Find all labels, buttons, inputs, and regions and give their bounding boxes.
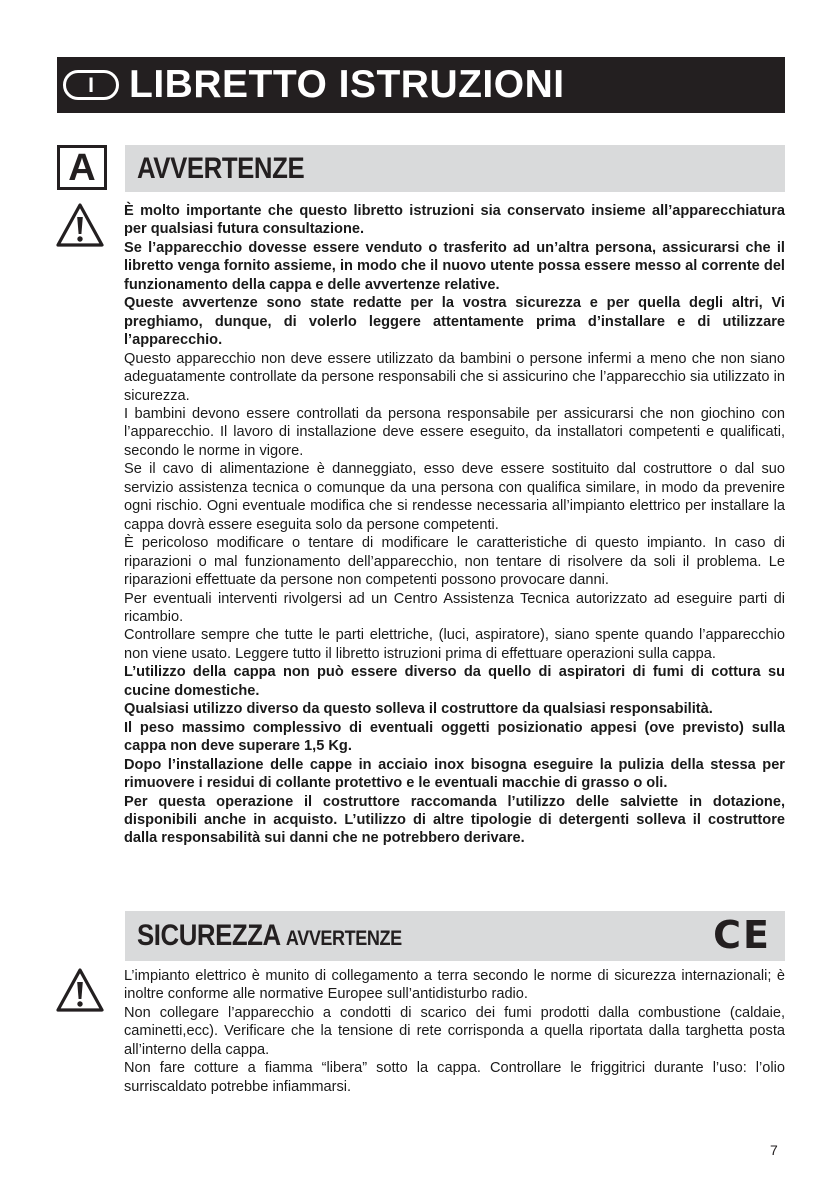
language-badge: I <box>63 70 119 100</box>
paragraph: L’impianto elettrico è munito di collegamento a terra secondo le norme di sicurezza internazionali; è inoltre conforme alle normative Europee sull’antidisturbo radio. <box>124 968 785 1003</box>
paragraph: Il peso massimo complessivo di eventuali oggetti posizionatio appesi (ove previsto) sulla cappa non deve superare 1,5 Kg. <box>124 719 785 755</box>
paragraph: Se il cavo di alimentazione è danneggiato, esso deve essere sostituito dal costruttore o dal suo servizio assistenza tecnica o comunque da una persona con qualifica similare, in modo da prevenire ogni rischio. Ogni eventuale modifica che si rendesse necessaria all’impianto elettrico per installare la cappa dovrà essere eseguita solo da persone competenti. <box>124 461 785 533</box>
page-title: LIBRETTO ISTRUZIONI <box>129 63 565 106</box>
paragraph: È pericoloso modificare o tentare di modificare le caratteristiche di questo impianto. In caso di riparazioni o mal funzionamento dell’apparecchio, non tentare di risolvere da soli il problema. Le riparazioni effettuate da persone non competenti possono provocare danni. <box>124 535 785 589</box>
paragraph: È molto importante che questo libretto istruzioni sia conservato insieme all’apparecchiatura per qualsiasi futura consultazione. <box>124 203 785 238</box>
paragraph: Controllare sempre che tutte le parti elettriche, (luci, aspiratore), siano spente quando l’apparecchio non viene usato. Leggere tutto il libretto istruzioni prima di effettuare operazioni sulla cappa. <box>124 627 785 662</box>
header-bar <box>57 57 785 113</box>
section-title <box>137 919 402 953</box>
section-title-main: SICUREZZA <box>137 919 281 952</box>
paragraph: Queste avvertenze sono state redatte per la vostra sicurezza e per quella degli altri, Vi preghiamo, dunque, di volerlo leggere attentamente prima d’installare e di utilizzare l’apparecchio. <box>124 295 785 349</box>
paragraph: Per questa operazione il costruttore raccomanda l’utilizzo delle salviette in dotazione, disponibili anche in acquisto. L’utilizzo di altre tipologie di detergenti solleva il costruttore dalla responsabilità sui danni che ne potrebbero derivare. <box>124 793 785 847</box>
section-header-sicurezza <box>125 911 785 961</box>
paragraph: Questo apparecchio non deve essere utilizzato da bambini o persone infermi a meno che non siano adeguatamente controllate da persone responsabili che si assicurino che l’apparecchio sia utilizzato in sicurezza. <box>124 350 785 404</box>
section-header-avvertenze <box>125 145 785 192</box>
ce-mark-icon: CE <box>713 913 771 957</box>
warnings-text <box>124 202 785 848</box>
warning-triangle-icon <box>55 967 105 1013</box>
page-number: 7 <box>770 1142 778 1158</box>
paragraph: Per eventuali interventi rivolgersi ad un Centro Assistenza Tecnica autorizzato ad eseguire parti di ricambio. <box>124 590 785 625</box>
paragraph: L’utilizzo della cappa non può essere diverso da quello di aspiratori di fumi di cottura su cucine domestiche. <box>124 664 785 699</box>
paragraph: Non fare cotture a fiamma “libera” sotto la cappa. Controllare le friggitrici durante l’uso: l’olio surriscaldato potrebbe infiammarsi. <box>124 1060 785 1095</box>
section-title: AVVERTENZE <box>137 151 305 185</box>
warning-triangle-icon <box>55 202 105 248</box>
safety-text <box>124 967 785 1096</box>
paragraph: Dopo l’installazione delle cappe in acciaio inox bisogna eseguire la pulizia della stessa per rimuovere i residui di collante protettivo e le eventuali macchie di grasso o oli. <box>124 756 785 792</box>
section-letter-box: A <box>57 145 107 190</box>
section-title-sub: AVVERTENZE <box>285 927 402 950</box>
paragraph: Non collegare l’apparecchio a condotti di scarico dei fumi prodotti dalla combustione (caldaie, caminetti,ecc). Verificare che la tensione di rete corrisponda a quella riportata dalla targhetta posta all’interno della cappa. <box>124 1004 785 1058</box>
paragraph: I bambini devono essere controllati da persona responsabile per assicurarsi che non giochino con l’apparecchio. Il lavoro di installazione deve essere eseguito, da installatori competenti e qualificati, secondo le norme in vigore. <box>124 405 785 459</box>
paragraph: Se l’apparecchio dovesse essere venduto o trasferito ad un’altra persona, assicurarsi che il libretto venga fornito assieme, in modo che il nuovo utente possa essere messo al corrente del funzionamento della cappa e delle avvertenze relative. <box>124 239 785 293</box>
paragraph: Qualsiasi utilizzo diverso da questo solleva il costruttore da qualsiasi responsabilità. <box>124 701 713 718</box>
